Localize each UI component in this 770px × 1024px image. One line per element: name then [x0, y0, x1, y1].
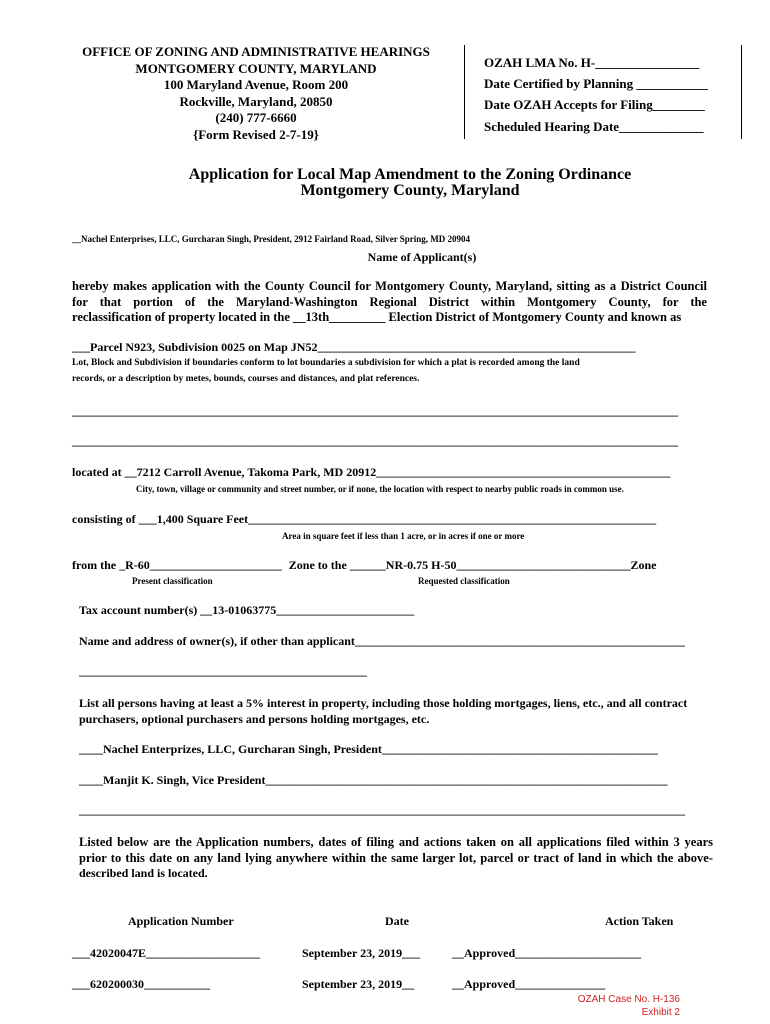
application-row-1-action[interactable]: __Approved_____________________	[452, 946, 642, 960]
location-value[interactable]: __7212 Carroll Avenue, Takoma Park, MD 20912_________________________________________________	[124, 465, 671, 479]
owner-second-line[interactable]: ________________________________________________	[79, 664, 367, 678]
application-row-1-date[interactable]: September 23, 2019___	[302, 946, 421, 960]
parcel-note-2: records, or a description by metes, bounds, courses and distances, and plat references.	[72, 374, 420, 384]
ozah-office-use-box	[464, 45, 742, 139]
area-note: Area in square feet if less than 1 acre, or in acres if one or more	[282, 531, 525, 541]
header-application-number: Application Number	[128, 914, 234, 928]
office-address: 100 Maryland Avenue, Room 200	[163, 77, 349, 92]
location-label: located at	[72, 465, 122, 479]
intro-line-1: hereby makes application with the County Council for Montgomery County, Maryland, sitting as a District Council	[72, 279, 707, 293]
intro-line-2: for that portion of the Maryland-Washington Regional District within Montgomery County, for the	[72, 295, 707, 309]
application-row-2-number[interactable]: ___620200030___________	[72, 977, 210, 991]
office-name: OFFICE OF ZONING AND ADMINISTRATIVE HEARINGS	[82, 44, 430, 59]
owner-label: Name and address of owner(s), if other than applicant	[79, 634, 355, 648]
office-city: Rockville, Maryland, 20850	[179, 93, 333, 109]
owner-row	[79, 634, 685, 649]
interest-person-1[interactable]: ____Nachel Enterprizes, LLC, Gurcharan Singh, President______________________________________________	[79, 742, 658, 756]
exhibit-case-number: OZAH Case No. H-136	[577, 994, 680, 1005]
zone-to-value[interactable]: ______NR-0.75 H-50_____________________________	[349, 558, 631, 572]
exhibit-number: Exhibit 2	[641, 1007, 680, 1018]
intro-line-3[interactable]: reclassification of property located in the __13th_________ Election District of Montgomery County and known as	[72, 310, 682, 324]
applications-line-3: described land is located.	[79, 866, 208, 880]
date-certified-field[interactable]: Date Certified by Planning ___________	[484, 76, 708, 91]
zone-from-value[interactable]: _R-60______________________	[119, 558, 282, 572]
application-row-1-number[interactable]: ___42020047E___________________	[72, 946, 261, 960]
parcel-note-1: Lot, Block and Subdivision if boundaries conform to lot boundaries a subdivision for which a plat is recorded among the land	[72, 358, 580, 368]
requested-classification-note: Requested classification	[418, 576, 510, 586]
applicant-value[interactable]: __Nachel Enterprises, LLC, Gurcharan Singh, President, 2912 Fairland Road, Silver Spring, MD 20904	[72, 234, 471, 244]
application-row-2-date[interactable]: September 23, 2019__	[302, 977, 415, 991]
ozah-lma-number-field[interactable]: OZAH LMA No. H-________________	[484, 55, 700, 70]
form-title: Application for Local Map Amendment to the Zoning Ordinance	[188, 166, 632, 183]
applications-line-1: Listed below are the Application numbers, dates of filing and actions taken on all applications filed within 3 years	[79, 835, 713, 849]
area-label: consisting of	[72, 512, 136, 526]
location-row	[72, 465, 670, 480]
office-county: MONTGOMERY COUNTY, MARYLAND	[135, 60, 377, 76]
tax-value[interactable]: __13-01063775_______________________	[200, 603, 415, 617]
present-classification-note: Present classification	[132, 576, 213, 586]
location-note: City, town, village or community and street number, or if none, the location with respect to nearby public roads in common use.	[136, 484, 624, 494]
area-row	[72, 512, 656, 527]
office-header	[56, 44, 456, 143]
interest-person-3[interactable]: _____________________________________________________________________________________________________	[79, 803, 685, 817]
parcel-value[interactable]: ___Parcel N923, Subdivision 0025 on Map JN52_____________________________________________________	[72, 340, 636, 354]
header-date: Date	[385, 914, 409, 928]
form-revision: {Form Revised 2-7-19}	[193, 126, 319, 142]
owner-value[interactable]: _______________________________________________________	[354, 634, 685, 648]
hearing-date-field[interactable]: Scheduled Hearing Date_____________	[484, 119, 704, 134]
zone-end-label: Zone	[630, 558, 657, 572]
header-action-taken: Action Taken	[605, 914, 674, 928]
office-phone: (240) 777-6660	[215, 110, 297, 125]
tax-label: Tax account number(s)	[79, 603, 198, 617]
interest-line-1: List all persons having at least a 5% interest in property, including those holding mortgages, liens, etc., and all contract	[79, 696, 688, 710]
applicant-label: Name of Applicant(s)	[367, 250, 477, 264]
zone-to-label: Zone to the	[288, 558, 347, 572]
applications-line-2: prior to this date on any land lying anywhere within the same larger lot, parcel or tract of land in which the above-	[79, 851, 713, 865]
date-accepted-field[interactable]: Date OZAH Accepts for Filing________	[484, 97, 705, 112]
description-blank-line-1[interactable]: _____________________________________________________________________________________________________	[72, 404, 678, 418]
area-value[interactable]: ___1,400 Square Feet____________________________________________________________________	[138, 512, 657, 526]
zone-row	[72, 558, 656, 573]
interest-line-2: purchasers, optional purchasers and persons holding mortgages, etc.	[79, 712, 430, 726]
interest-person-2[interactable]: ____Manjit K. Singh, Vice President___________________________________________________________________	[79, 773, 668, 787]
description-blank-line-2[interactable]: _____________________________________________________________________________________________________	[72, 434, 678, 448]
zone-from-label: from the	[72, 558, 117, 572]
application-row-2-action[interactable]: __Approved_______________	[452, 977, 606, 991]
tax-row	[79, 603, 414, 618]
form-subtitle: Montgomery County, Maryland	[300, 182, 520, 199]
exhibit-stamp	[578, 993, 680, 1019]
